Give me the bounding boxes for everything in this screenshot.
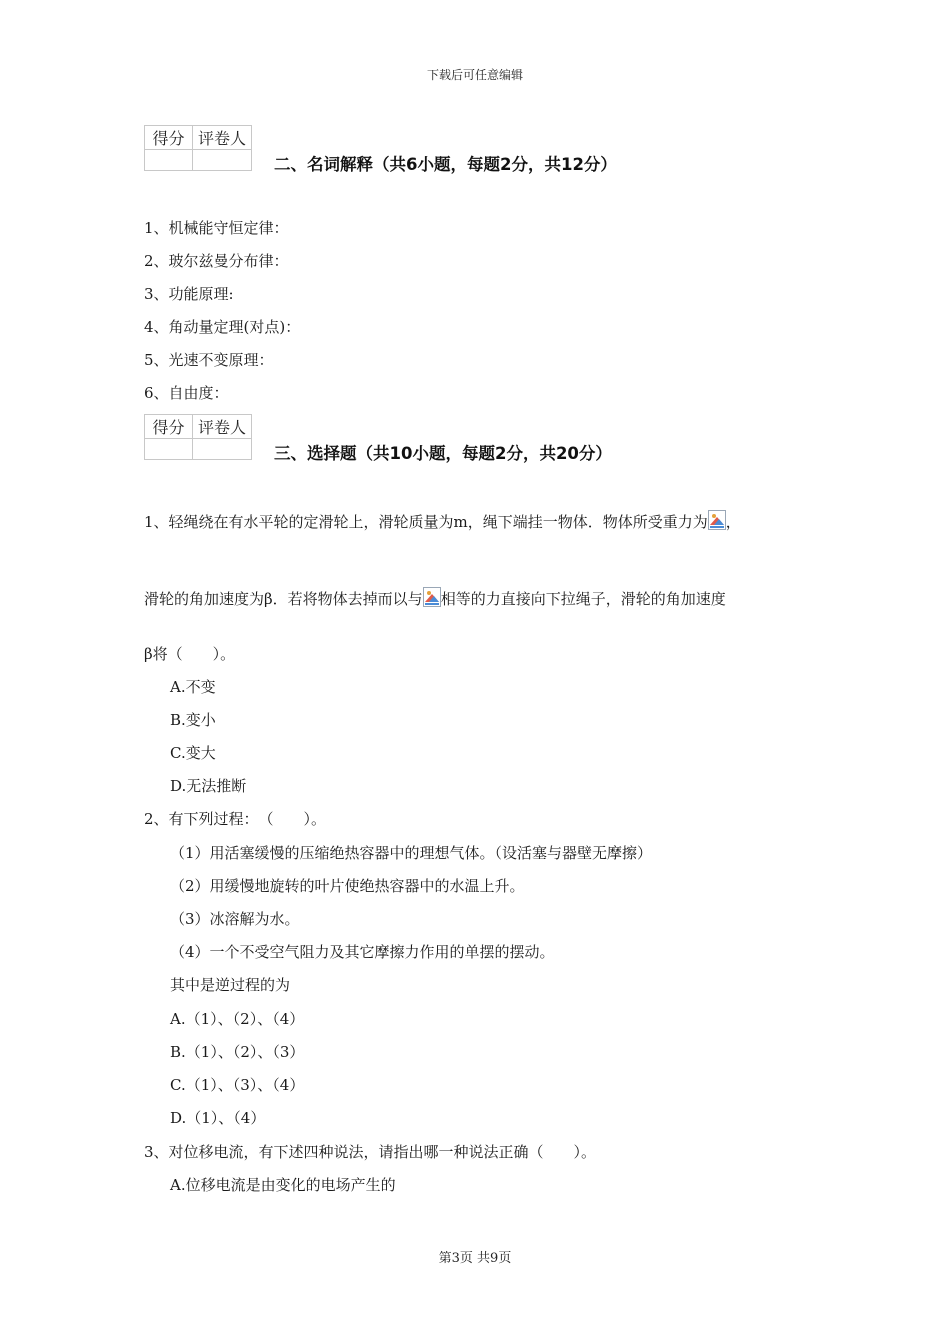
score-cell [145, 439, 193, 460]
question-1-text: 相等的力直接向下拉绳子，滑轮的角加速度 [440, 590, 726, 608]
reviewer-cell [193, 439, 252, 460]
header-note: 下载后可任意编辑 [426, 68, 523, 82]
option-b: B.变小 [170, 711, 216, 729]
question-1-line3: β将（ ）。 [144, 645, 236, 663]
score-label: 得分 [145, 126, 193, 150]
option-c: C.（1）、（3）、（4） [170, 1076, 305, 1094]
question-1-line2 [144, 587, 726, 609]
list-item: 2、玻尔兹曼分布律： [144, 252, 289, 270]
question-1-text: 滑轮的角加速度为β．若将物体去掉而以与 [144, 590, 423, 608]
question-1-line1 [144, 510, 741, 532]
question-2-prompt: 其中是逆过程的为 [170, 976, 291, 994]
process-item: （4）一个不受空气阻力及其它摩擦力作用的单摆的摆动。 [170, 943, 555, 961]
option-d: D.无法推断 [170, 777, 247, 795]
process-item: （1）用活塞缓慢的压缩绝热容器中的理想气体。（设活塞与器壁无摩擦） [170, 844, 653, 862]
question-3-stem: 3、对位移电流，有下述四种说法，请指出哪一种说法正确（ ）。 [144, 1143, 597, 1161]
list-item: 1、机械能守恒定律： [144, 219, 289, 237]
list-item: 4、角动量定理(对点)： [144, 318, 301, 336]
reviewer-label: 评卷人 [193, 126, 252, 150]
reviewer-label: 评卷人 [193, 415, 252, 439]
list-item: 5、光速不变原理： [144, 351, 274, 369]
question-1-punct: ， [725, 513, 741, 531]
option-a: A.（1）、（2）、（4） [170, 1010, 305, 1028]
broken-image-icon [708, 510, 726, 530]
score-table-section3 [144, 414, 252, 460]
section2-title: 二、名词解释（共6小题，每题2分，共12分） [274, 155, 617, 174]
option-c: C.变大 [170, 744, 216, 762]
reviewer-cell [193, 150, 252, 171]
option-a: A.不变 [170, 678, 216, 696]
score-label: 得分 [145, 415, 193, 439]
list-item: 6、自由度： [144, 384, 229, 402]
question-1-text: 1、轻绳绕在有水平轮的定滑轮上，滑轮质量为m，绳下端挂一物体．物体所受重力为 [144, 513, 708, 531]
option-d: D.（1）、（4） [170, 1109, 266, 1127]
page-footer: 第3页 共9页 [438, 1251, 512, 1266]
process-item: （3）冰溶解为水。 [170, 910, 300, 928]
broken-image-icon [423, 587, 441, 607]
list-item: 3、功能原理: [144, 285, 234, 303]
score-cell [145, 150, 193, 171]
question-2-stem: 2、有下列过程： （ ）。 [144, 810, 327, 828]
score-table-section2 [144, 125, 252, 171]
process-item: （2）用缓慢地旋转的叶片使绝热容器中的水温上升。 [170, 877, 525, 895]
option-b: B.（1）、（2）、（3） [170, 1043, 305, 1061]
option-a: A.位移电流是由变化的电场产生的 [170, 1176, 396, 1194]
section3-title: 三、选择题（共10小题，每题2分，共20分） [274, 444, 612, 463]
